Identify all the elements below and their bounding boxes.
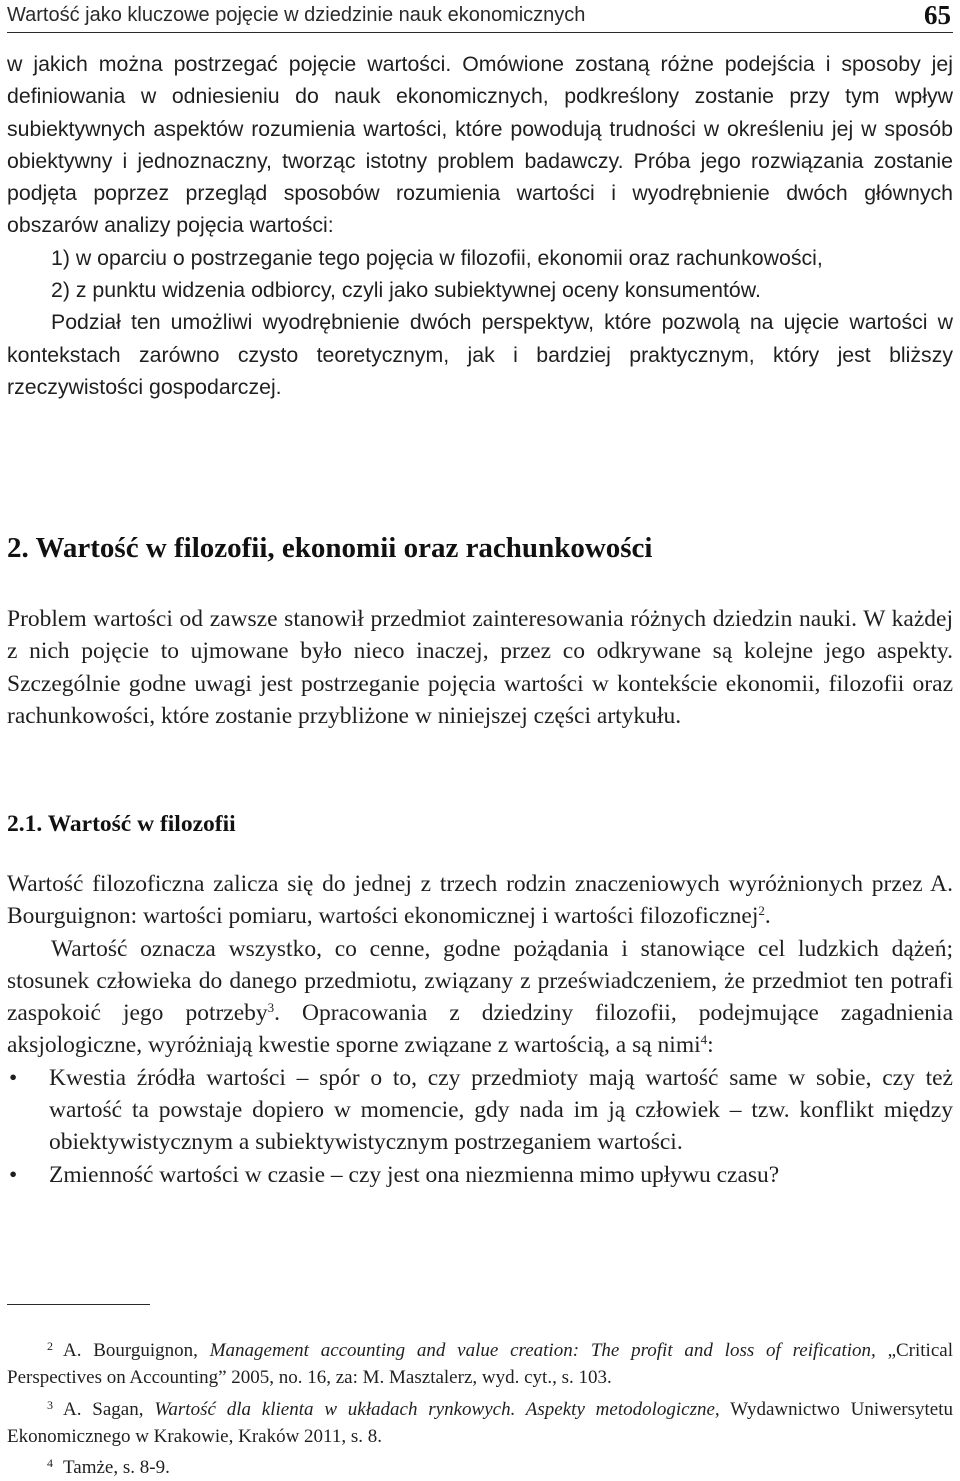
section-2-1-body [7,868,953,1191]
footnote-ref-3[interactable]: 3 [267,1000,275,1016]
footnote-author: A. Bourguignon, [63,1340,198,1361]
footnote-number: 3 [47,1397,53,1412]
footnote-text: Tamże, s. 8-9. [63,1457,170,1479]
paragraph-end: : [707,1032,714,1059]
bullet-icon: • [9,1161,18,1188]
section-2-1-heading: 2.1. Wartość w filozofii [7,811,236,837]
intro-paragraph-2: Podział ten umożliwi wyodrębnienie dwóch perspektyw, które pozwolą na ujęcie wartości w kontekstach zarówno czysto teoretycznym, jak i bardziej praktycznym, który jest bliższy rzeczywistości gospodarczej. [7,310,953,399]
footnote-ref-2[interactable]: 2 [758,903,765,919]
section-2-body [7,603,953,732]
footnote-rest: „Critical Perspectives on Accounting” 2005, no. 16, za: M. Masztalerz, wyd. cyt., s. 103. [7,1340,953,1389]
footnotes [7,1333,953,1481]
running-title: Wartość jako kluczowe pojęcie w dziedzinie nauk ekonomicznych [7,4,586,26]
bullet-text: Kwestia źródła wartości – spór o to, czy przedmioty mają wartość same w sobie, czy też wartość ta powstaje dopiero w momencie, gdy nada im ją człowiek – tzw. konflikt między obiektywistycznym a subiektywistycznym postrzeganiem wartości. [49,1064,953,1156]
intro-list-item-1: 1) w oparciu o postrzeganie tego pojęcia w filozofii, ekonomii oraz rachunkowości, [51,245,823,270]
section-2-heading: 2. Wartość w filozofii, ekonomii oraz rachunkowości [7,532,653,564]
footnote-author: A. Sagan, [63,1398,144,1420]
intro-list-item-2: 2) z punktu widzenia odbiorcy, czyli jako subiektywnej oceny konsumentów. [51,278,761,303]
paragraph-text: Wartość oznacza wszystko, co cenne, godne pożądania i stanowiące cel ludzkich dążeń; stosunek człowieka do danego przedmiotu, związany z przeświadczeniem, że przedmiot ten potrafi zaspokoić jego potrzeby [7,935,953,1027]
bullet-list [7,1062,953,1191]
bullet-text: Zmienność wartości w czasie – czy jest ona niezmienna mimo upływu czasu? [49,1161,780,1188]
paragraph-text: . Opracowania z dziedziny filozofii, podejmujące zagadnienia aksjologiczne, wyróżniają kwestie sporne związane z wartością, a są nimi [7,1000,954,1059]
footnote-title: Wartość dla klienta w układach rynkowych. Aspekty metodologiczne, [154,1398,720,1420]
footnote-divider [7,1304,150,1305]
footnote-2 [7,1333,953,1392]
bullet-item [7,1062,953,1159]
document-page [7,0,954,1479]
intro-section [7,48,953,403]
running-header [7,0,953,33]
intro-paragraph: w jakich można postrzegać pojęcie wartości. Omówione zostaną różne podejścia i sposoby jej definiowania w odniesieniu do nauk ekonomicznych, podkreślony zostanie przy tym wpływ subiektywnych aspektów rozumienia wartości, które powodują trudności w określeniu jej w sposób obiektywny i jednoznaczny, tworząc istotny problem badawczy. Próba jego rozwiązania zostanie podjęta poprzez przegląd sposobów rozumienia wartości i wyodrębnienie dwóch głównych obszarów analizy pojęcia wartości: [7,52,953,238]
footnote-3 [7,1392,953,1451]
footnote-number: 2 [47,1339,53,1353]
section-2-paragraph: Problem wartości od zawsze stanowił przedmiot zainteresowania różnych dziedzin nauki. W każdej z nich pojęcie to ujmowane było nieco inaczej, przez co odkrywane są kolejne jego aspekty. Szczególnie godne uwagi jest postrzeganie pojęcia wartości w kontekście ekonomii, filozofii oraz rachunkowości, które zostanie przybliżone w niniejszej części artykułu. [7,606,953,729]
footnote-title: Management accounting and value creation: The profit and loss of reification, [209,1340,876,1361]
paragraph-text: Wartość filozoficzna zalicza się do jednej z trzech rodzin znaczeniowych wyróżnionych przez A. Bourguignon: wartości pomiaru, wartości ekonomicznej i wartości filozoficznej [7,871,953,930]
footnote-4 [7,1450,953,1481]
paragraph-end: . [764,903,771,930]
section-2-1-paragraph-2 [7,933,953,1062]
section-2-1-paragraph-1 [7,868,953,933]
bullet-item [7,1159,953,1191]
footnote-rest: Wydawnictwo Uniwersytetu Ekonomicznego w Krakowie, Kraków 2011, s. 8. [7,1398,954,1447]
footnote-ref-4[interactable]: 4 [700,1032,708,1048]
page-number: 65 [924,0,951,30]
footnote-number: 4 [47,1456,53,1471]
bullet-icon: • [9,1064,18,1091]
